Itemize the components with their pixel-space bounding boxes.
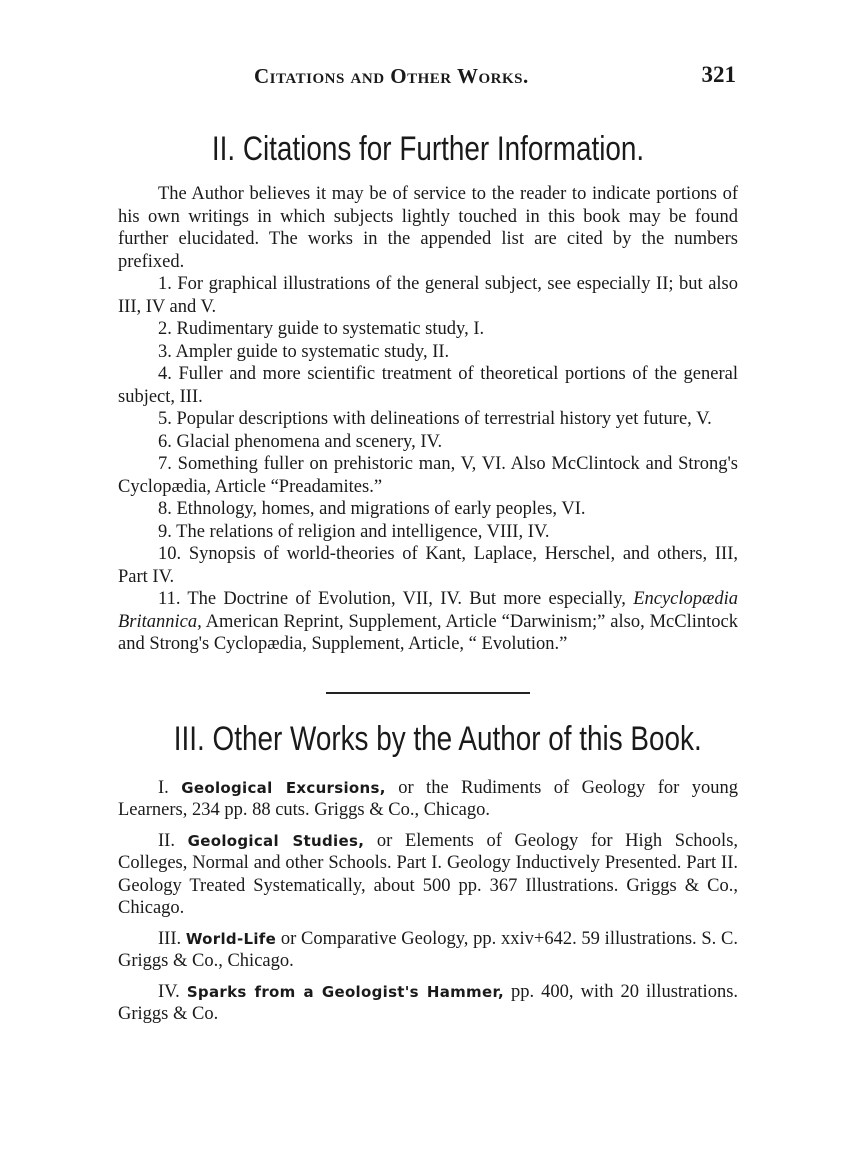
work-title: World-Life xyxy=(185,929,277,948)
citation-item: 4. Fuller and more scientific treatment of theoretical portions of the general subject, III. xyxy=(118,364,738,407)
work-number: II. xyxy=(158,830,175,851)
citations-list xyxy=(118,273,738,656)
citation-item: 5. Popular descriptions with delineations of terrestrial history yet future, V. xyxy=(158,409,712,429)
work-entry xyxy=(118,830,738,920)
citation-item: 10. Synopsis of world-theories of Kant, Laplace, Herschel, and others, III, Part IV. xyxy=(118,544,738,587)
works-list xyxy=(118,777,738,1026)
work-number: III. xyxy=(158,928,182,949)
section-divider xyxy=(326,692,530,694)
citation-item: 6. Glacial phenomena and scenery, IV. xyxy=(158,431,443,452)
citation-item: 1. For graphical illustrations of the general subject, see especially II; but also III, IV and V. xyxy=(118,274,738,317)
intro-paragraph: The Author believes it may be of service to the reader to indicate portions of his own writings in which subjects lightly touched in this book may be found further elucidated. The works in the appended list are cited by the numbers prefixed. xyxy=(118,184,738,272)
work-entry xyxy=(118,928,738,973)
running-header xyxy=(118,62,738,96)
work-description: or Elements of Geology for High Schools, Colleges, Normal and other Schools. Part I. Geology Inductively Presented. Part II. Geology Treated Systematically, about 500 pp. 367 Illustrations. Griggs & Co., Chicago. xyxy=(118,830,739,918)
section-heading-citations: II. Citations for Further Information. xyxy=(211,130,645,168)
work-description: pp. 400, with 20 illustrations. Griggs & Co. xyxy=(118,981,739,1024)
citation-item-11-italic: Encyclopædia Britannica, xyxy=(118,589,738,632)
citation-item-11 xyxy=(118,588,738,656)
citation-item: 9. The relations of religion and intelligence, VIII, IV. xyxy=(158,521,550,542)
citation-item: 2. Rudimentary guide to systematic study, I. xyxy=(158,319,485,339)
citation-item: 8. Ethnology, homes, and migrations of early peoples, VI. xyxy=(158,499,586,519)
work-entry xyxy=(118,981,738,1026)
citation-item: 3. Ampler guide to systematic study, II. xyxy=(158,341,450,362)
work-description: or the Rudiments of Geology for young Learners, 234 pp. 88 cuts. Griggs & Co., Chicago. xyxy=(118,777,739,820)
work-title: Sparks from a Geologist's Hammer, xyxy=(186,982,504,1001)
work-number: IV. xyxy=(158,981,180,1002)
work-title: Geological Studies, xyxy=(187,831,365,850)
work-title: Geological Excursions, xyxy=(181,778,386,797)
page-number: 321 xyxy=(701,62,736,87)
section-heading-other-works: III. Other Works by the Author of this Book. xyxy=(173,719,702,758)
work-description: or Comparative Geology, pp. xxiv+642. 59 illustrations. S. C. Griggs & Co., Chicago. xyxy=(118,928,739,971)
work-entry xyxy=(118,777,738,822)
citation-item-11-lead: 11. The Doctrine of Evolution, VII, IV. But more especially, xyxy=(158,589,626,609)
citation-item: 7. Something fuller on prehistoric man, V, VI. Also McClintock and Strong's Cyclopædia, Article “Preadamites.” xyxy=(118,454,738,497)
running-title: Citations and Other Works. xyxy=(254,64,529,88)
work-number: I. xyxy=(158,777,169,798)
citation-item-11-rest: American Reprint, Supplement, Article “Darwinism;” also, McClintock and Strong's Cyclopædia, Supplement, Article, “ Evolution.” xyxy=(118,611,738,654)
page xyxy=(118,62,738,1034)
